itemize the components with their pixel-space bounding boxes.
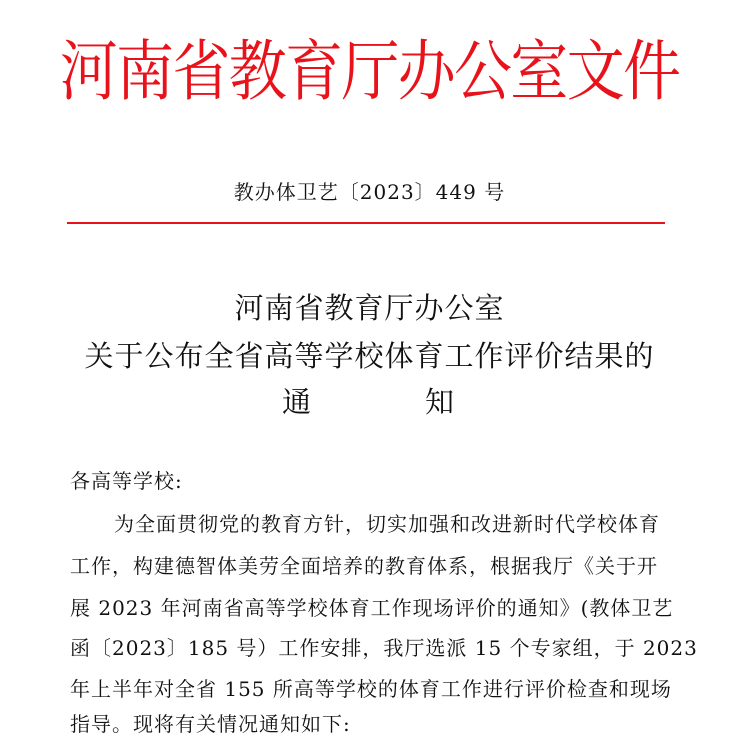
notice-title-char-right: 知 — [425, 385, 456, 419]
notice-title-line-2: 关于公布全省高等学校体育工作评价结果的 — [84, 339, 655, 373]
paragraph-line: 指导。现将有关情况通知如下: — [70, 712, 351, 736]
red-divider-line — [67, 222, 665, 224]
notice-title-line-1: 河南省教育厅办公室 — [234, 291, 505, 325]
paragraph-line: 展 2023 年河南省高等学校体育工作现场评价的通知》(教体卫艺 — [70, 596, 674, 620]
paragraph-line: 工作，构建德智体美劳全面培养的教育体系，根据我厅《关于开 — [70, 554, 658, 578]
notice-title-char-left: 通 — [282, 385, 313, 419]
paragraph-line: 年上半年对全省 155 所高等学校的体育工作进行评价检查和现场 — [70, 677, 672, 701]
salutation: 各高等学校: — [70, 469, 183, 493]
paragraph-line: 函〔2023〕185 号）工作安排，我厅选派 15 个专家组，于 2023 — [70, 636, 698, 660]
document-header-title: 河南省教育厅办公室文件 — [59, 33, 680, 110]
paragraph-line: 为全面贯彻党的教育方针，切实加强和改进新时代学校体育 — [114, 512, 660, 536]
document-number: 教办体卫艺〔2023〕449 号 — [233, 180, 506, 204]
